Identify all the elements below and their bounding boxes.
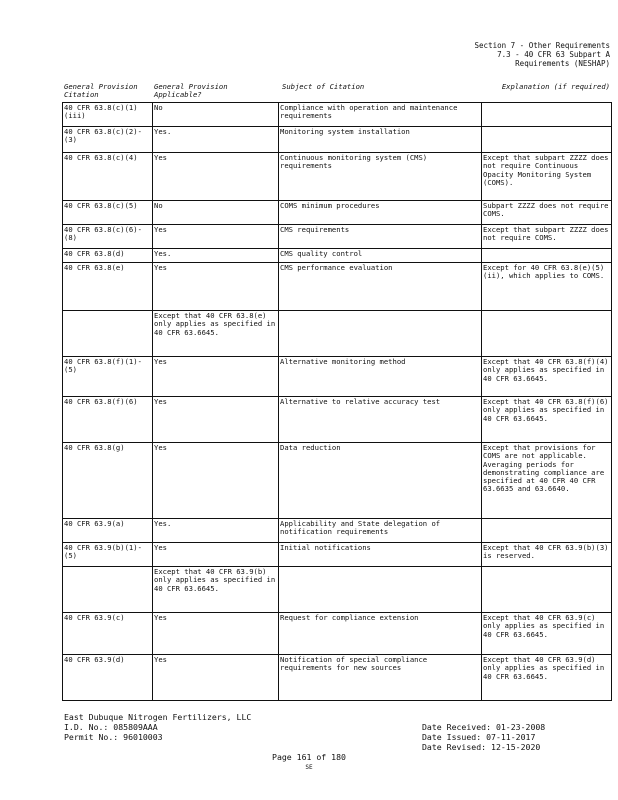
subject-cell: Monitoring system installation xyxy=(279,127,482,153)
explanation-cell: Except that 40 CFR 63.9(c) only applies as specified in 40 CFR 63.6645. xyxy=(482,613,612,655)
table-row xyxy=(63,357,612,397)
explanation-cell: Except that subpart ZZZZ does not require COMS. xyxy=(482,225,612,249)
applicable-cell: No xyxy=(153,201,279,225)
subject-cell: Alternative to relative accuracy test xyxy=(279,397,482,443)
explanation-cell xyxy=(482,567,612,613)
applicable-cell: Except that 40 CFR 63.8(e) only applies as specified in 40 CFR 63.6645. xyxy=(153,311,279,357)
subject-cell: Notification of special compliance requirements for new sources xyxy=(279,655,482,701)
header-line-2: 7.3 - 40 CFR 63 Subpart A xyxy=(497,50,610,59)
explanation-cell xyxy=(482,249,612,263)
table-row xyxy=(63,103,612,127)
applicable-cell: Yes. xyxy=(153,249,279,263)
permit-number: Permit No.: 96010003 xyxy=(64,732,163,742)
subject-cell: Initial notifications xyxy=(279,543,482,567)
footer-dates xyxy=(422,722,545,752)
subject-cell: Continuous monitoring system (CMS) requirements xyxy=(279,153,482,201)
subject-cell: CMS requirements xyxy=(279,225,482,249)
explanation-cell: Except that 40 CFR 63.9(d) only applies as specified in 40 CFR 63.6645. xyxy=(482,655,612,701)
page-header xyxy=(475,41,610,68)
footer-facility xyxy=(64,712,251,742)
citation-cell: 40 CFR 63.9(a) xyxy=(63,519,153,543)
explanation-cell xyxy=(482,519,612,543)
header-line-1: Section 7 - Other Requirements xyxy=(474,41,610,50)
citation-cell: 40 CFR 63.8(f)(1)-(5) xyxy=(63,357,153,397)
explanation-cell: Except that subpart ZZZZ does not require Continuous Opacity Monitoring System (COMS). xyxy=(482,153,612,201)
applicable-cell: Yes xyxy=(153,263,279,311)
table-row xyxy=(63,655,612,701)
column-header-citation: General Provision Citation xyxy=(64,82,138,99)
company-name: East Dubuque Nitrogen Fertilizers, LLC xyxy=(64,712,252,722)
table-row xyxy=(63,397,612,443)
column-header-subject: Subject of Citation xyxy=(282,82,365,91)
applicable-cell: Yes xyxy=(153,397,279,443)
applicable-cell: Except that 40 CFR 63.9(b) only applies as specified in 40 CFR 63.6645. xyxy=(153,567,279,613)
subject-cell: CMS quality control xyxy=(279,249,482,263)
subject-cell xyxy=(279,311,482,357)
explanation-cell: Except that provisions for COMS are not applicable. Averaging periods for demonstrating compliance are specified at 40 CFR 40 CFR 63.6635 and 63.6640. xyxy=(482,443,612,519)
id-number: I.D. No.: 085809AAA xyxy=(64,722,158,732)
column-header-explanation: Explanation (if required) xyxy=(501,82,610,91)
citation-cell: 40 CFR 63.8(c)(1)(iii) xyxy=(63,103,153,127)
citation-cell: 40 CFR 63.8(c)(5) xyxy=(63,201,153,225)
subject-cell: CMS performance evaluation xyxy=(279,263,482,311)
explanation-cell xyxy=(482,127,612,153)
citation-cell: 40 CFR 63.9(d) xyxy=(63,655,153,701)
page-number: Page 161 of 180 xyxy=(272,752,346,762)
explanation-cell: Except for 40 CFR 63.8(e)(5)(ii), which applies to COMS. xyxy=(482,263,612,311)
citation-cell: 40 CFR 63.8(d) xyxy=(63,249,153,263)
citation-cell: 40 CFR 63.8(c)(2)-(3) xyxy=(63,127,153,153)
table-row xyxy=(63,127,612,153)
subject-cell xyxy=(279,567,482,613)
applicable-cell: Yes xyxy=(153,655,279,701)
requirements-table xyxy=(62,102,612,701)
table-row xyxy=(63,567,612,613)
applicable-cell: Yes xyxy=(153,357,279,397)
explanation-cell: Subpart ZZZZ does not require COMS. xyxy=(482,201,612,225)
applicable-cell: Yes xyxy=(153,443,279,519)
citation-cell: 40 CFR 63.8(c)(6)-(8) xyxy=(63,225,153,249)
citation-cell: 40 CFR 63.9(c) xyxy=(63,613,153,655)
table-row xyxy=(63,201,612,225)
table-row xyxy=(63,249,612,263)
citation-cell: 40 CFR 63.8(g) xyxy=(63,443,153,519)
explanation-cell xyxy=(482,103,612,127)
applicable-cell: No xyxy=(153,103,279,127)
subject-cell: Alternative monitoring method xyxy=(279,357,482,397)
subject-cell: Data reduction xyxy=(279,443,482,519)
applicable-cell: Yes xyxy=(153,153,279,201)
date-issued: Date Issued: 07-11-2017 xyxy=(422,732,536,742)
citation-cell: 40 CFR 63.8(f)(6) xyxy=(63,397,153,443)
table-row xyxy=(63,311,612,357)
applicable-cell: Yes. xyxy=(153,519,279,543)
subject-cell: Compliance with operation and maintenance requirements xyxy=(279,103,482,127)
explanation-cell xyxy=(482,311,612,357)
applicable-cell: Yes xyxy=(153,613,279,655)
applicable-cell: Yes xyxy=(153,543,279,567)
citation-cell: 40 CFR 63.8(e) xyxy=(63,263,153,311)
table-row xyxy=(63,519,612,543)
table-row xyxy=(63,443,612,519)
citation-cell: 40 CFR 63.9(b)(1)-(5) xyxy=(63,543,153,567)
date-revised: Date Revised: 12-15-2020 xyxy=(422,742,541,752)
table-row xyxy=(63,613,612,655)
citation-cell: 40 CFR 63.8(c)(4) xyxy=(63,153,153,201)
explanation-cell: Except that 40 CFR 63.8(f)(4) only applies as specified in 40 CFR 63.6645. xyxy=(482,357,612,397)
explanation-cell: Except that 40 CFR 63.8(f)(6) only applies as specified in 40 CFR 63.6645. xyxy=(482,397,612,443)
subject-cell: COMS minimum procedures xyxy=(279,201,482,225)
table-row xyxy=(63,543,612,567)
page-mark: SE xyxy=(305,764,313,771)
table-row xyxy=(63,225,612,249)
subject-cell: Applicability and State delegation of notification requirements xyxy=(279,519,482,543)
table-row xyxy=(63,263,612,311)
column-header-applicable: General Provision Applicable? xyxy=(154,82,228,99)
explanation-cell: Except that 40 CFR 63.9(b)(3) is reserved. xyxy=(482,543,612,567)
citation-cell xyxy=(63,311,153,357)
header-line-3: Requirements (NESHAP) xyxy=(515,59,610,68)
date-received: Date Received: 01-23-2008 xyxy=(422,722,546,732)
subject-cell: Request for compliance extension xyxy=(279,613,482,655)
applicable-cell: Yes. xyxy=(153,127,279,153)
table-row xyxy=(63,153,612,201)
citation-cell xyxy=(63,567,153,613)
applicable-cell: Yes xyxy=(153,225,279,249)
